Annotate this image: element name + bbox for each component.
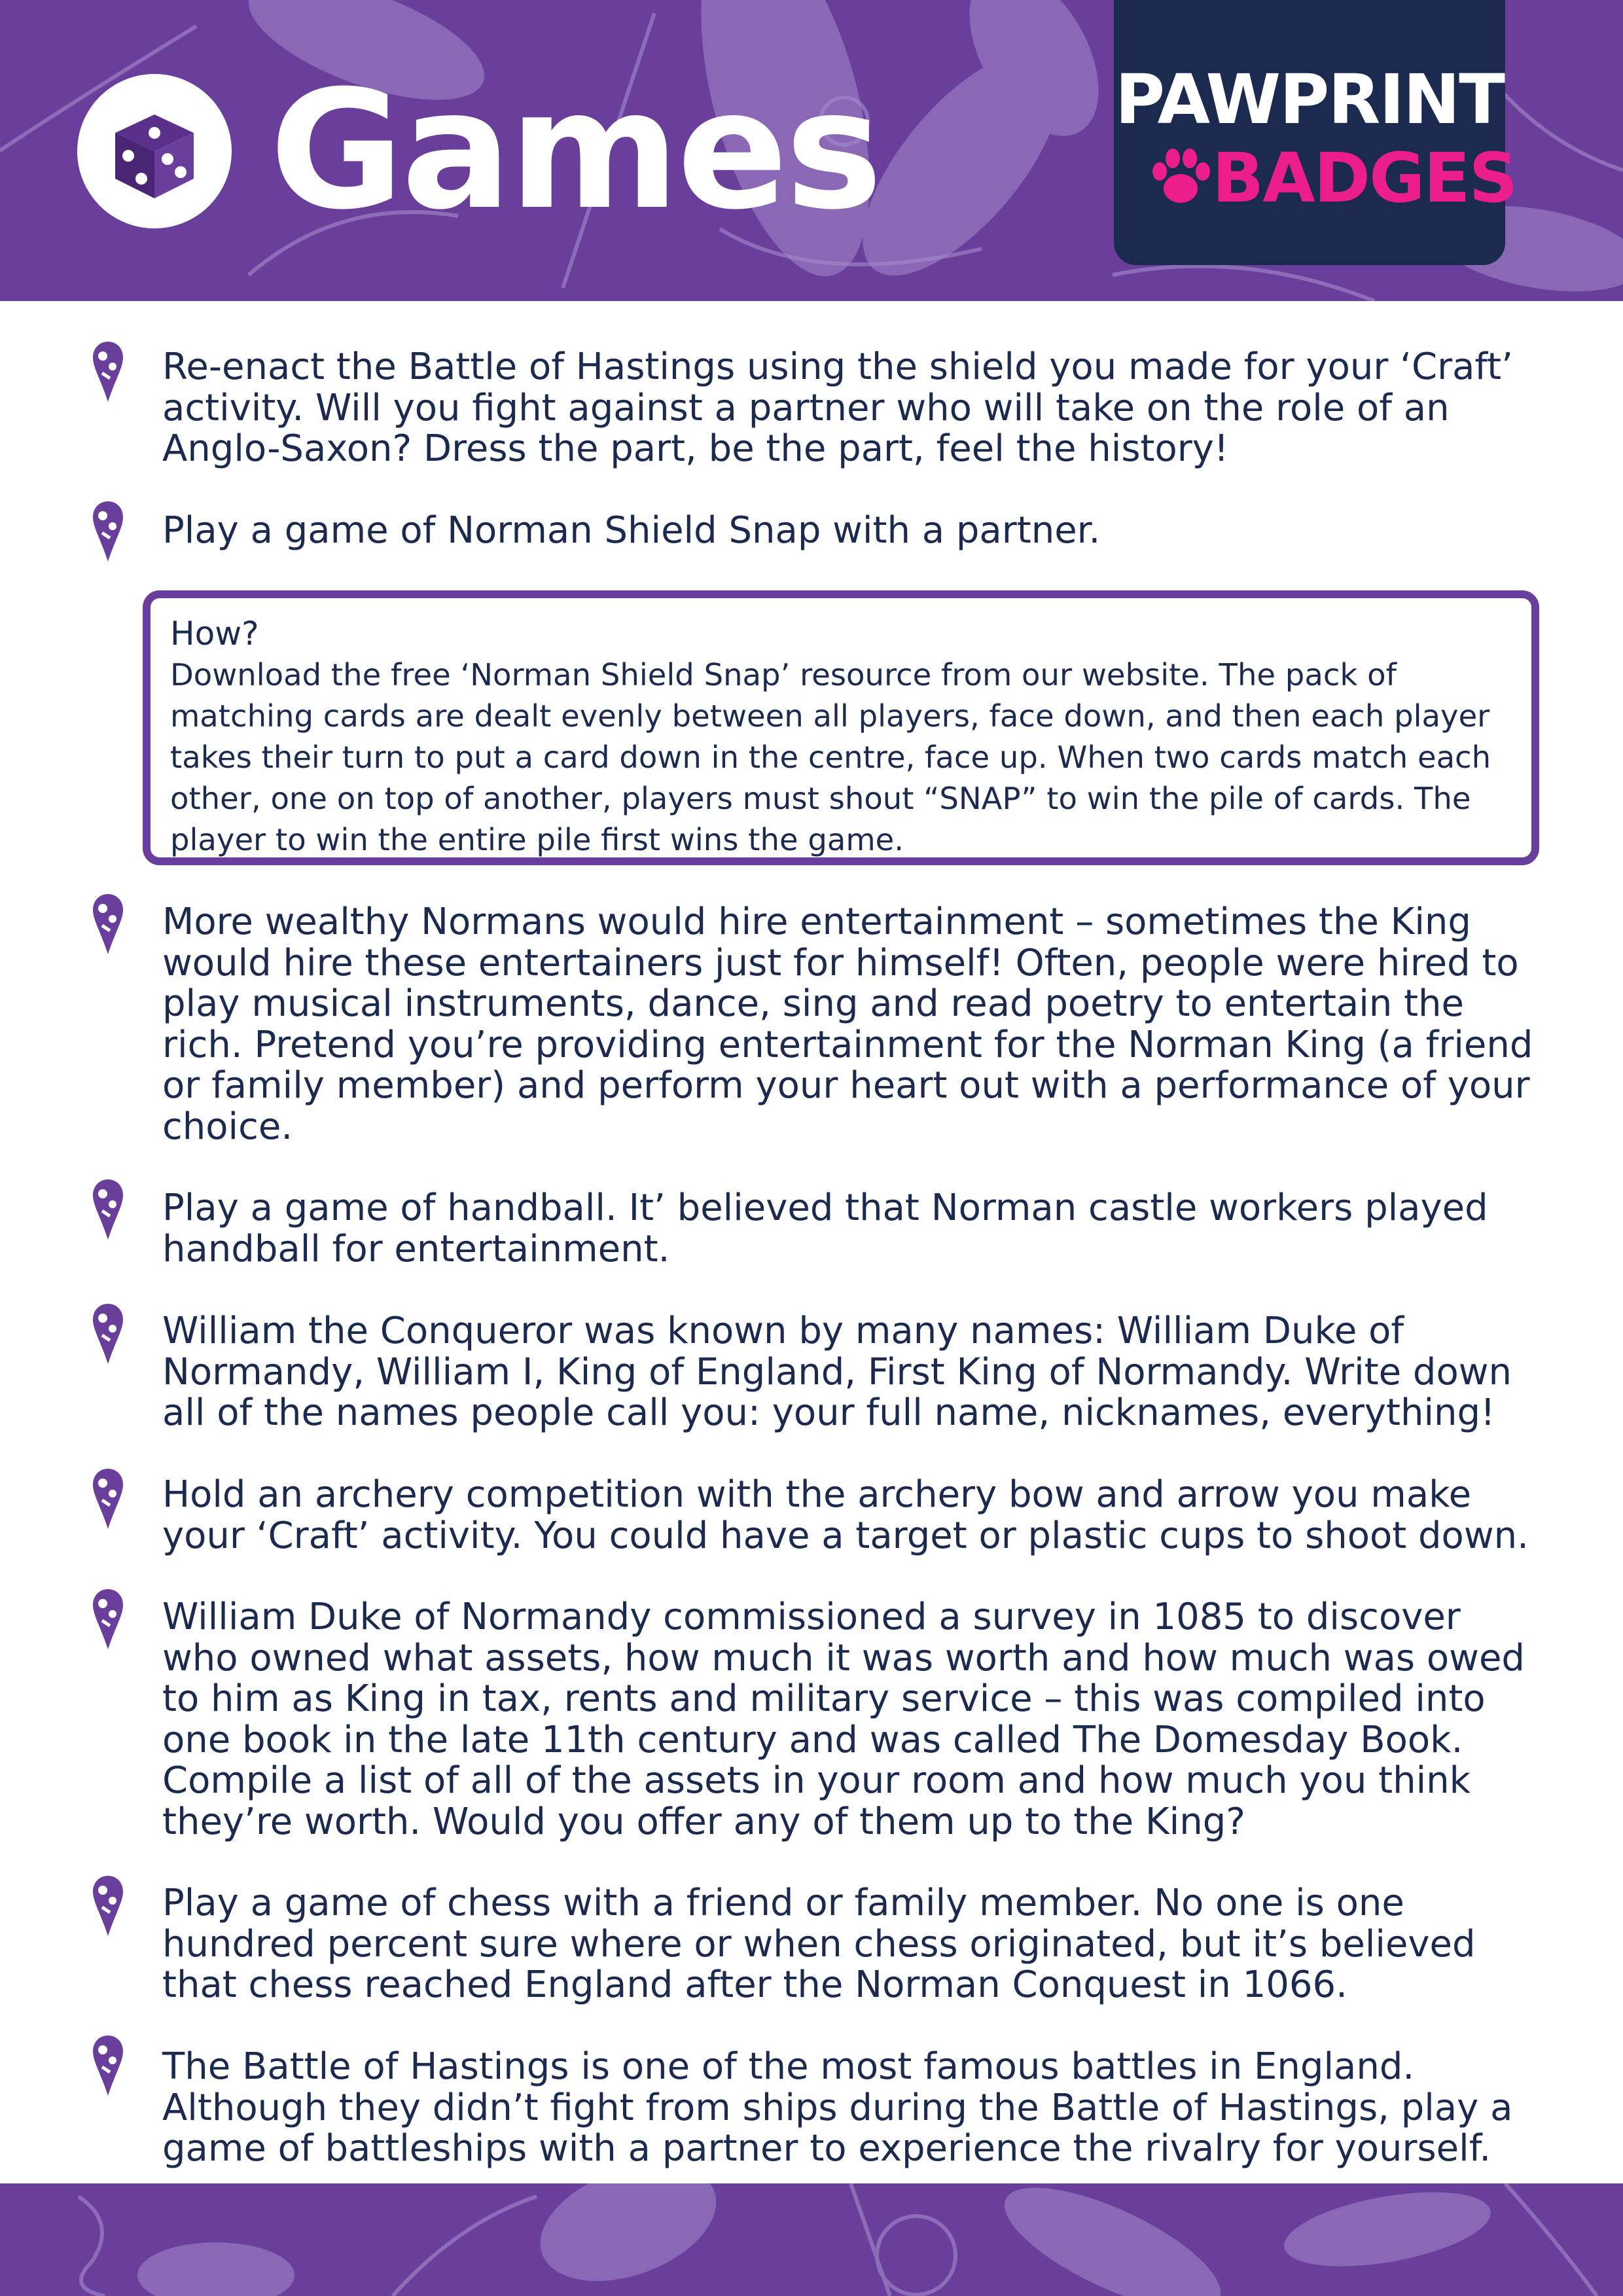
pin-icon — [93, 1876, 123, 1936]
shield-pattern-decoration — [0, 2183, 1623, 2296]
pin-icon — [93, 2036, 123, 2096]
pin-icon — [93, 1304, 123, 1364]
activity-item-9: The Battle of Hastings is one of the most famous battles in England. Although they didn’t fight from ships during the Battle of Hastings, play a game of battleships with a partner to experience the rivalry for yourself. — [162, 2045, 1513, 2170]
dice-icon — [77, 74, 232, 228]
activity-item-5: William the Conqueror was known by many names: William Duke of Normandy, William I, King of England, First King of Normandy. Write down all of the names people call you: your full name, nicknames, everything! — [162, 1310, 1512, 1434]
activity-item-2: Play a game of Norman Shield Snap with a partner. — [162, 509, 1101, 552]
activity-item-7: William Duke of Normandy commissioned a survey in 1085 to discover who owned what assets, how much it was worth and how much was owed to him as King in tax, rents and military service – this was compiled into one book in the late 11th century and was called The Domesday Book. Compile a list of all of the assets in your room and how much you think they’re worth. Would you offer any of them up to the King? — [162, 1596, 1525, 1843]
footer-banner — [0, 2183, 1623, 2296]
activity-item-3: More wealthy Normans would hire entertainment – sometimes the King would hire these entertainers just for himself! Often, people were hired to play musical instruments, dance, sing and read poetry to entertain the rich. Pretend you’re providing entertainment for the Norman King (a friend or family member) and perform your heart out with a performance of your choice. — [162, 901, 1533, 1148]
logo-top-text: PAWPRINT — [1115, 60, 1505, 139]
how-label: How? — [170, 615, 259, 653]
activity-item-6: Hold an archery competition with the archery bow and arrow you make your ‘Craft’ activity. You could have a target or plastic cups to shoot down. — [162, 1473, 1529, 1557]
pin-icon — [93, 1179, 123, 1240]
how-to-play-box — [143, 590, 1539, 865]
activity-item-4: Play a game of handball. It’ believed that Norman castle workers played handball for entertainment. — [162, 1187, 1488, 1270]
dice-badge — [77, 74, 232, 228]
page-title: Games — [270, 55, 880, 245]
how-instructions: Download the free ‘Norman Shield Snap’ resource from our website. The pack of matching cards are dealt evenly between all players, face down, and then each player takes their turn to put a card down in the centre, face up. When two cards match each other, one on top of another, players must shout “SNAP” to win the pile of cards. The player to win the entire pile first wins the game. — [170, 657, 1491, 857]
pin-icon — [93, 1469, 123, 1529]
activity-item-8: Play a game of chess with a friend or family member. No one is one hundred percent sure where or when chess originated, but it’s believed that chess reached England after the Norman Conquest in 1066. — [162, 1882, 1476, 2006]
logo-bottom-text: BADGES — [1212, 138, 1517, 218]
paw-icon — [1150, 145, 1211, 208]
activity-item-1: Re-enact the Battle of Hastings using the shield you made for your ‘Craft’ activity. Will you fight against a partner who will take on the role of an Anglo-Saxon? Dress the part, be the part, feel the history! — [162, 346, 1513, 470]
header-banner — [0, 0, 1623, 301]
pin-icon — [93, 342, 123, 402]
pawprint-badges-logo — [1114, 0, 1517, 265]
pin-icon — [93, 501, 123, 562]
pin-icon — [93, 894, 123, 954]
pin-icon — [93, 1589, 123, 1649]
